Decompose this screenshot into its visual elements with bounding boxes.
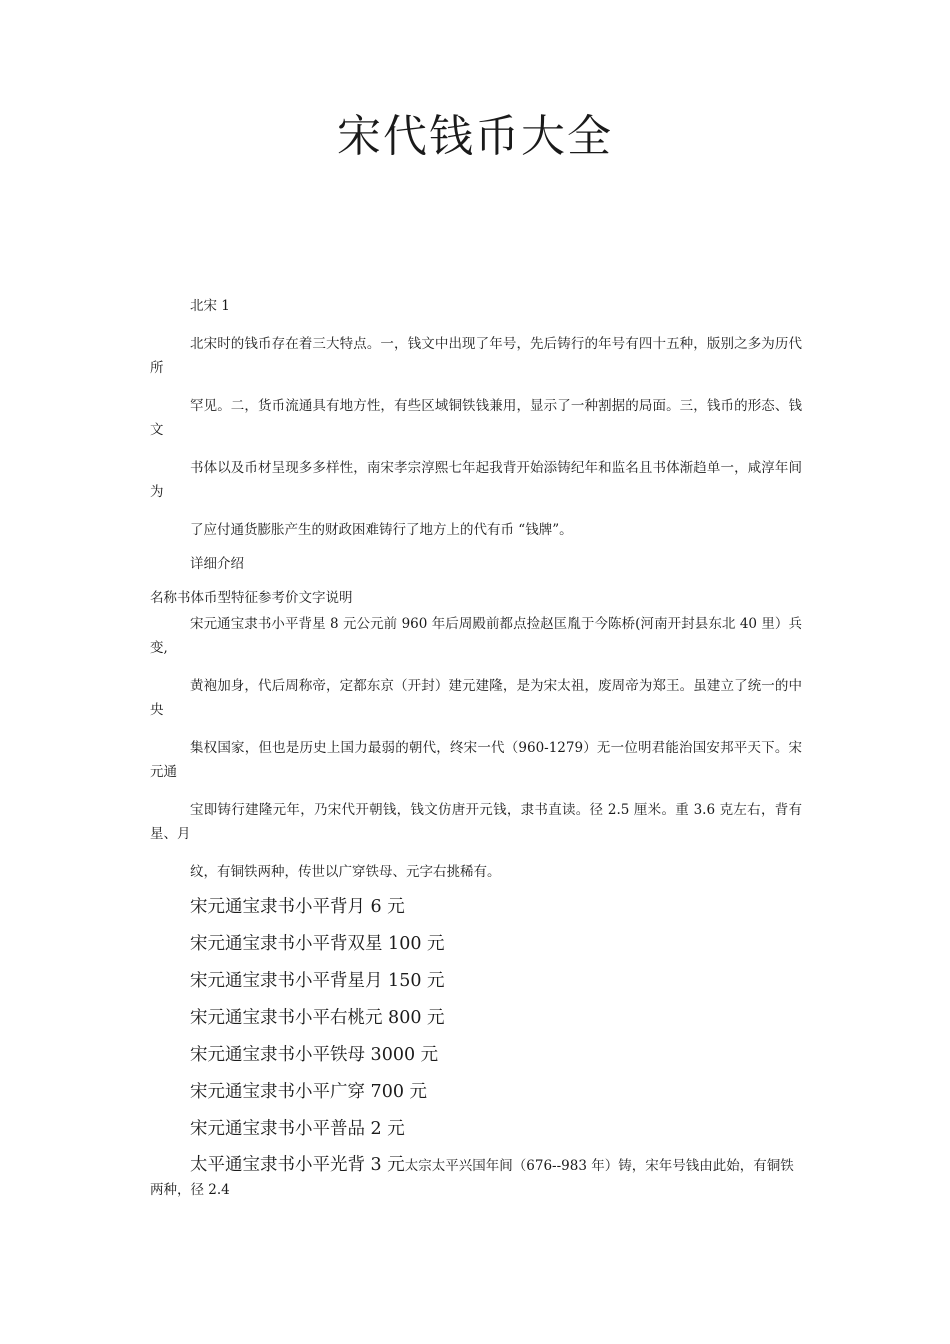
intro-paragraph-2: 罕见。二，货币流通具有地方性，有些区域铜铁钱兼用，显示了一种割据的局面。三，钱币的形态、钱文	[150, 398, 802, 438]
detail-label: 详细介绍	[190, 556, 244, 572]
price-line-4: 宋元通宝隶书小平右桃元 800 元	[190, 1008, 445, 1028]
last-entry-desc: 太宗太平兴国年间（676--983 年）铸，宋年号钱由此始，有铜铁两种，径 2.4	[150, 1158, 794, 1198]
entry-paragraph-2: 黄袍加身，代后周称帝，定都东京（开封）建元建隆，是为宋太祖，废周帝为郑王。虽建立了统一的中央	[150, 678, 802, 718]
table-header: 名称书体币型特征参考价文字说明	[150, 590, 353, 606]
document-body	[150, 294, 802, 1202]
page-title: 宋代钱币大全	[337, 111, 613, 162]
intro-paragraph-3: 书体以及币材呈现多多样性，南宋孝宗淳熙七年起我背开始添铸纪年和监名且书体渐趋单一，咸淳年间为	[150, 460, 802, 500]
entry-paragraph-5: 纹，有铜铁两种，传世以广穿铁母、元字右挑稀有。	[190, 864, 501, 880]
entry-paragraph-3: 集权国家，但也是历史上国力最弱的朝代，终宋一代（960-1279）无一位明君能治国安邦平天下。宋元通	[150, 740, 802, 780]
last-entry	[150, 1153, 802, 1202]
section-heading: 北宋 1	[190, 298, 230, 314]
last-entry-name: 太平通宝隶书小平光背 3 元	[190, 1155, 405, 1175]
entry-paragraph-1: 宋元通宝隶书小平背星 8 元公元前 960 年后周殿前都点捡赵匡胤于今陈桥(河南开封县东北 40 里）兵变,	[150, 616, 802, 656]
price-line-1: 宋元通宝隶书小平背月 6 元	[190, 897, 405, 917]
entry-paragraph-4: 宝即铸行建隆元年，乃宋代开朝钱，钱文仿唐开元钱，隶书直读。径 2.5 厘米。重 3.6 克左右，背有星、月	[150, 802, 802, 842]
price-line-2: 宋元通宝隶书小平背双星 100 元	[190, 934, 445, 954]
intro-paragraph-1: 北宋时的钱币存在着三大特点。一，钱文中出现了年号，先后铸行的年号有四十五种，版别之多为历代所	[150, 336, 802, 376]
price-line-7: 宋元通宝隶书小平普品 2 元	[190, 1119, 405, 1139]
price-line-6: 宋元通宝隶书小平广穿 700 元	[190, 1082, 428, 1102]
intro-paragraph-4: 了应付通货膨胀产生的财政困难铸行了地方上的代有币 “钱牌”。	[190, 522, 573, 538]
price-line-5: 宋元通宝隶书小平铁母 3000 元	[190, 1045, 439, 1065]
price-line-3: 宋元通宝隶书小平背星月 150 元	[190, 971, 445, 991]
